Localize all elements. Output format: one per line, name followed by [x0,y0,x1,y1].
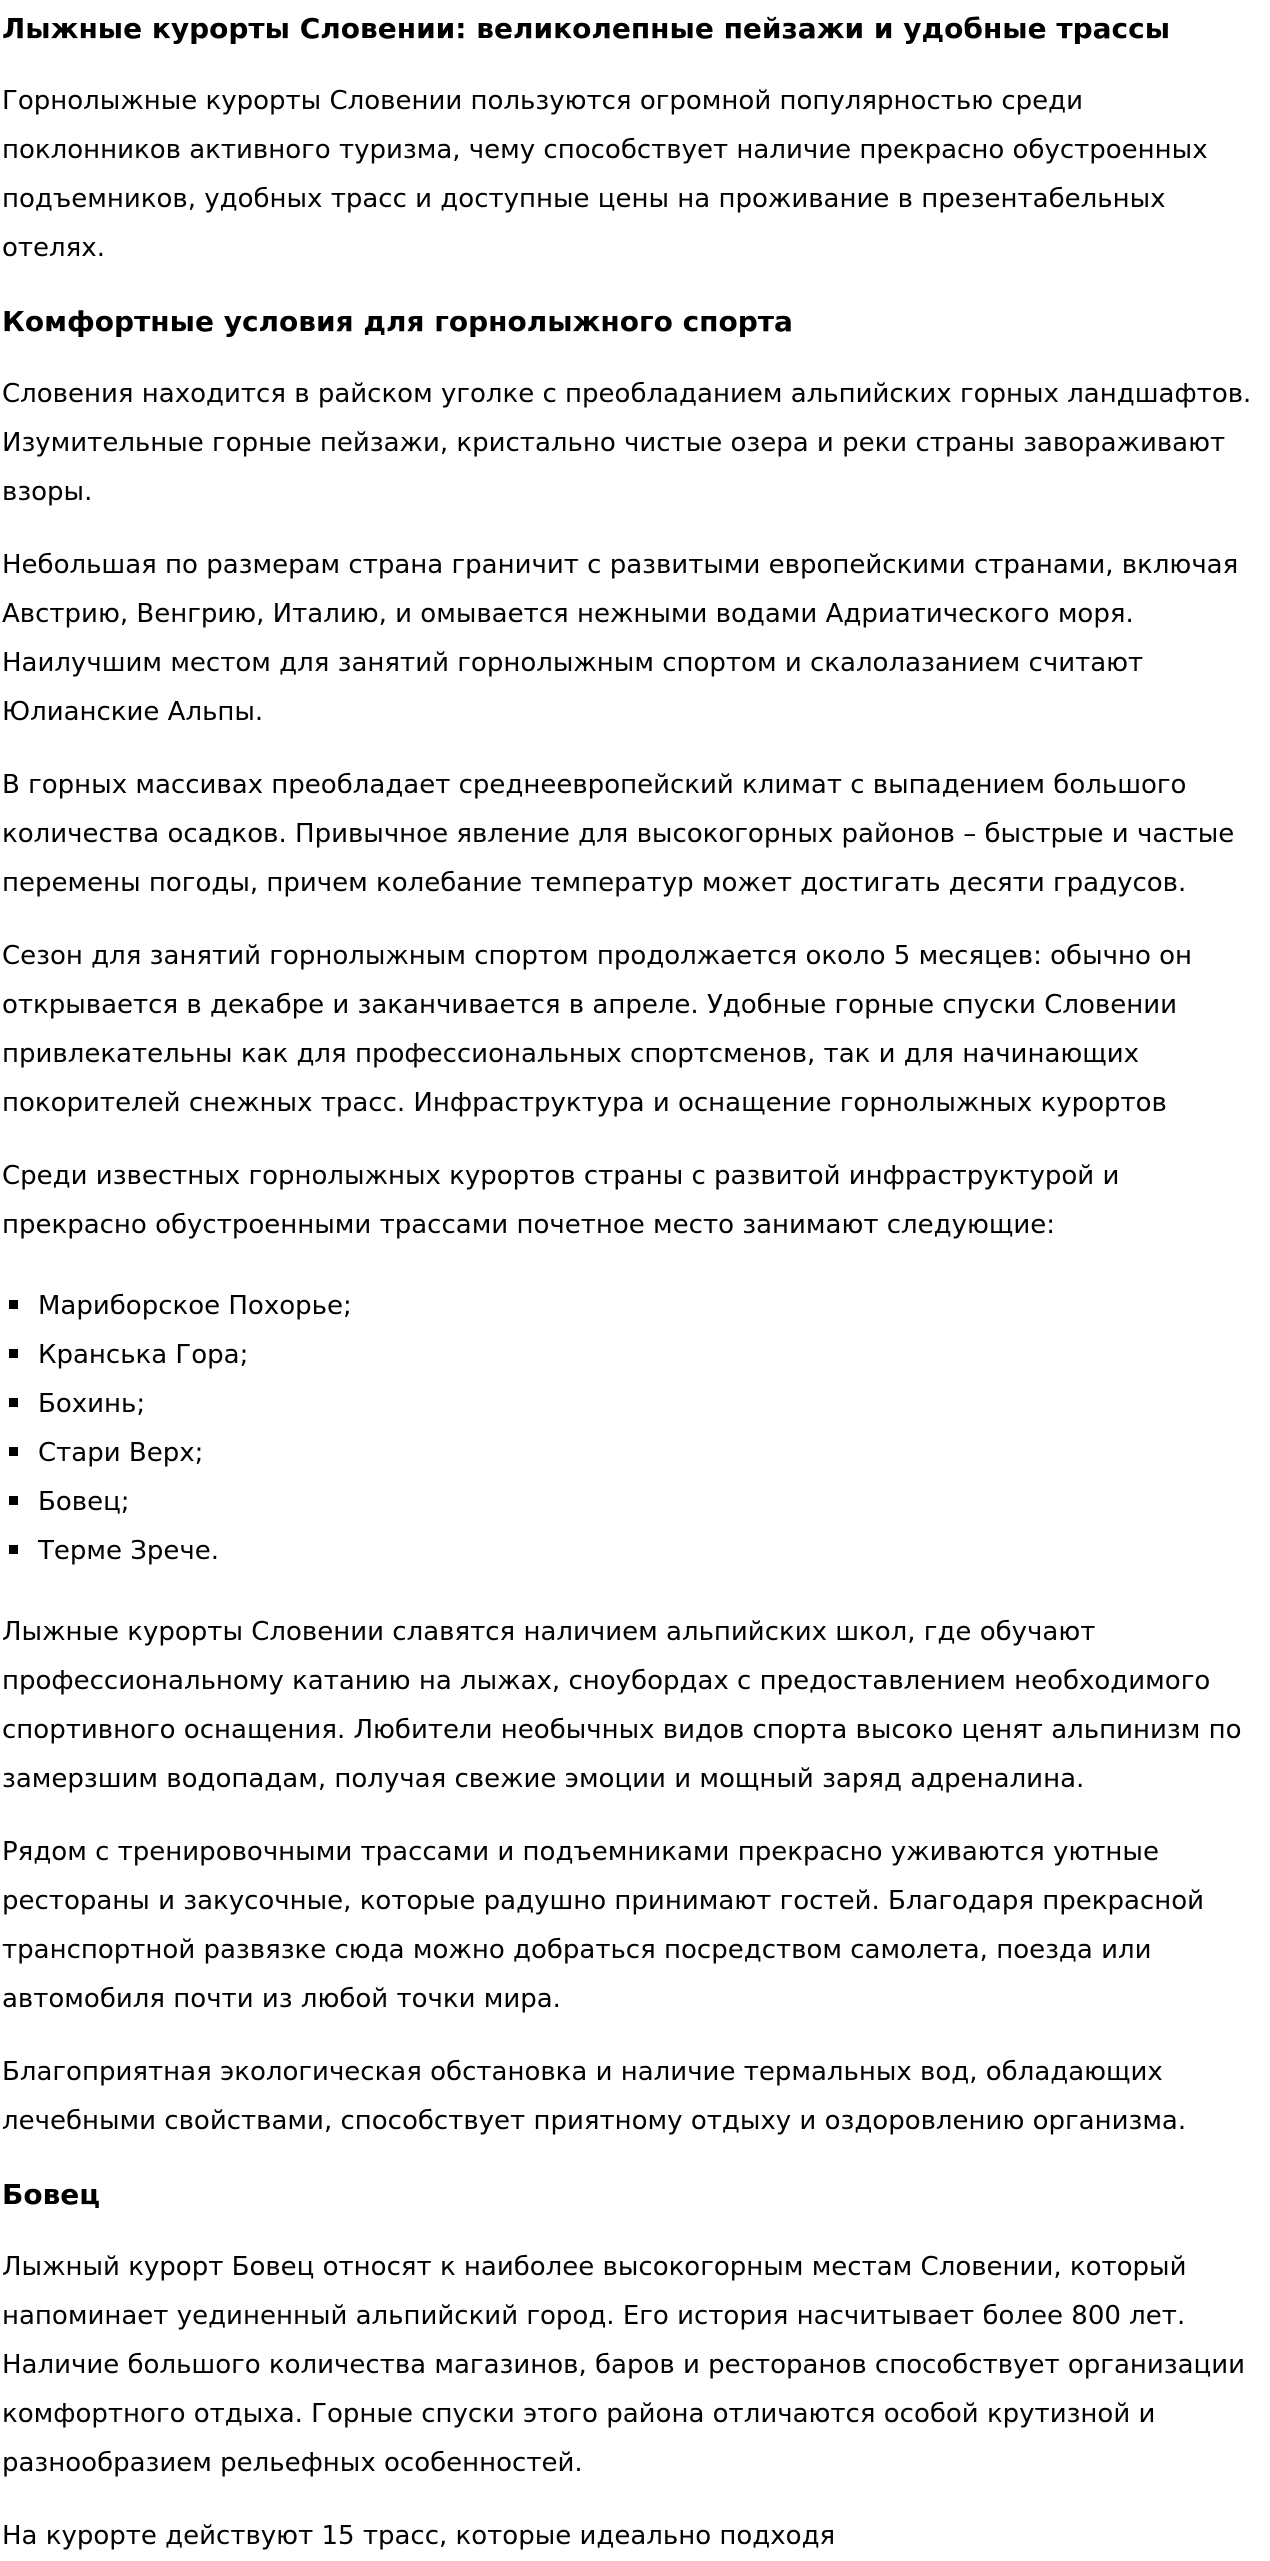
list-item [2,1282,1260,1331]
bullet-square-icon [9,1447,18,1456]
list-item [2,1527,1260,1576]
list-item [2,1331,1260,1380]
paragraph-ski-schools: Лыжные курорты Словении славятся наличием альпийских школ, где обучают профессиональному катанию на лыжах, сноубордах с предоставлением необходимого спортивного оснащения. Любители необычных видов спорта высоко ценят альпинизм по замерзшим водопадам, получая свежие эмоции и мощный заряд адреналина. [2,1617,1242,1794]
bullet-square-icon [9,1398,18,1407]
paragraph-landscapes: Словения находится в райском уголке с преобладанием альпийских горных ландшафтов. Изумительные горные пейзажи, кристально чистые озера и реки страны завораживают взоры. [2,379,1252,507]
section-heading-comfort-conditions: Комфортные условия для горнолыжного спорта [2,305,793,338]
paragraph-geography: Небольшая по размерам страна граничит с развитыми европейскими странами, включая Австрию, Венгрию, Италию, и омывается нежными водами Адриатического моря. Наилучшим местом для занятий горнолыжным спортом и скалолазанием считают Юлианские Альпы. [2,550,1239,727]
bullet-square-icon [9,1349,18,1358]
paragraph-intro: Горнолыжные курорты Словении пользуются огромной популярностью среди поклонников активного туризма, чему способствует наличие прекрасно обустроенных подъемников, удобных трасс и доступные цены на проживание в презентабельных отелях. [2,86,1208,263]
section-heading-bovec: Бовец [2,2178,101,2211]
article-title: Лыжные курорты Словении: великолепные пейзажи и удобные трассы [2,12,1171,45]
bullet-square-icon [9,1545,18,1554]
paragraph-bovec-trails-truncated: На курорте действуют 15 трасс, которые идеально подходя [2,2521,836,2551]
list-item-label: Мариборское Похорье; [38,1291,352,1321]
list-item-label: Бохинь; [38,1389,146,1419]
list-item-label: Терме Зрече. [38,1536,220,1566]
paragraph-season: Сезон для занятий горнолыжным спортом продолжается около 5 месяцев: обычно он открывается в декабре и заканчивается в апреле. Удобные горные спуски Словении привлекательны как для профессиональных спортсменов, так и для начинающих покорителей снежных трасс. Инфраструктура и оснащение горнолыжных курортов [2,941,1193,1118]
bullet-square-icon [9,1300,18,1309]
paragraph-ecology: Благоприятная экологическая обстановка и наличие термальных вод, обладающих лечебными свойствами, способствует приятному отдыху и оздоровлению организма. [2,2057,1187,2136]
bullet-square-icon [9,1496,18,1505]
resort-list [2,1282,1260,1576]
paragraph-climate: В горных массивах преобладает среднеевропейский климат с выпадением большого количества осадков. Привычное явление для высокогорных районов – быстрые и частые перемены погоды, причем колебание температур может достигать десяти градусов. [2,770,1235,898]
list-item-label: Кранська Гора; [38,1340,249,1370]
list-item [2,1478,1260,1527]
paragraph-bovec-description: Лыжный курорт Бовец относят к наиболее высокогорным местам Словении, который напоминает уединенный альпийский город. Его история насчитывает более 800 лет. Наличие большого количества магазинов, баров и ресторанов способствует организации комфортного отдыха. Горные спуски этого района отличаются особой крутизной и разнообразием рельефных особенностей. [2,2252,1246,2478]
list-item [2,1380,1260,1429]
paragraph-restaurants-transport: Рядом с тренировочными трассами и подъемниками прекрасно уживаются уютные рестораны и закусочные, которые радушно принимают гостей. Благодаря прекрасной транспортной развязке сюда можно добраться посредством самолета, поезда или автомобиля почти из любой точки мира. [2,1837,1205,2014]
list-item-label: Стари Верх; [38,1438,204,1468]
list-item [2,1429,1260,1478]
paragraph-resorts-intro: Среди известных горнолыжных курортов страны с развитой инфраструктурой и прекрасно обустроенными трассами почетное место занимают следующие: [2,1161,1120,1240]
list-item-label: Бовец; [38,1487,130,1517]
